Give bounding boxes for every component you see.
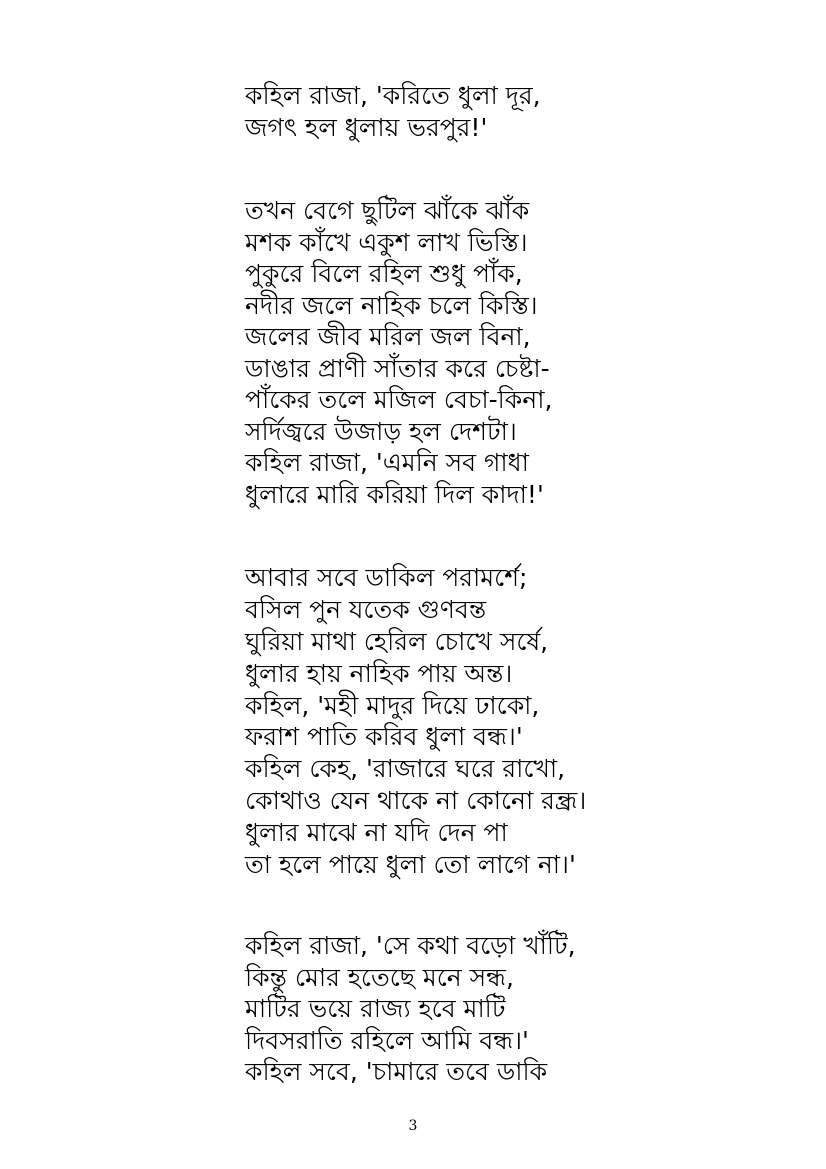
poem-line: কহিল রাজা, 'করিতে ধুলা দূর, [245, 81, 541, 110]
stanza-3 [245, 562, 805, 881]
poem-line: কহিল কেহ, 'রাজারে ঘরে রাখো, [245, 754, 566, 784]
poem-line: পাঁকের তলে মজিল বেচা-কিনা, [245, 385, 553, 414]
poem-line: কহিল রাজা, 'এমনি সব গাধা [245, 448, 529, 477]
poem-line: দিবসরাতি রহিলে আমি বন্ধ।' [245, 1025, 529, 1055]
poem-line: ধুলার হায় নাহিক পায় অন্ত। [245, 658, 513, 688]
poem-line: কোথাও যেন থাকে না কোনো রন্ধ্র। [245, 786, 587, 816]
poem-line: কহিল রাজা, 'সে কথা বড়ো খাঁটি, [245, 931, 576, 960]
poem-line: ফরাশ পাতি করিব ধুলা বন্ধ।' [245, 722, 523, 752]
poem-line: পুকুরে বিলে রহিল শুধু পাঁক, [245, 259, 523, 288]
poem-line: ঘুরিয়া মাথা হেরিল চোখে সর্ষে, [245, 626, 549, 656]
stanza-1 [245, 80, 805, 143]
poem-line: মশক কাঁখে একুশ লাখ ভিস্তি। [245, 227, 528, 257]
page-number: 3 [408, 1118, 418, 1134]
poem-line: মাটির ভয়ে রাজ্য হবে মাটি [245, 994, 506, 1023]
poem-line: ডাঙার প্রাণী সাঁতার করে চেষ্টা- [245, 353, 550, 383]
poem-line: তা হলে পায়ে ধুলা তো লাগে না।' [245, 850, 576, 880]
poem-line: জগৎ হল ধুলায় ভরপুর!' [245, 112, 488, 142]
poem-line: সর্দিজ্বরে উজাড় হল দেশটা। [245, 416, 517, 446]
poem-line: ধুলারে মারি করিয়া দিল কাদা!' [245, 479, 544, 509]
poem-line: আবার সবে ডাকিল পরামর্শে; [245, 563, 528, 592]
poem-line: কহিল সবে, 'চামারে তবে ডাকি [245, 1057, 548, 1086]
poem-line: তখন বেগে ছুটিল ঝাঁকে ঝাঁক [245, 196, 530, 225]
poem-line: কহিল, 'মহী মাদুর দিয়ে ঢাকো, [245, 690, 540, 720]
poem-line: ধুলার মাঝে না যদি দেন পা [245, 818, 508, 848]
stanza-4 [245, 930, 805, 1088]
poem-line: নদীর জলে নাহিক চলে কিস্তি। [245, 290, 538, 320]
poem-line: কিন্তু মোর হতেছে মনে সন্ধ, [245, 962, 514, 992]
stanza-2 [245, 195, 805, 510]
poem-line: জলের জীব মরিল জল বিনা, [245, 322, 531, 351]
poem-line: বসিল পুন যতেক গুণবন্ত [245, 594, 487, 624]
